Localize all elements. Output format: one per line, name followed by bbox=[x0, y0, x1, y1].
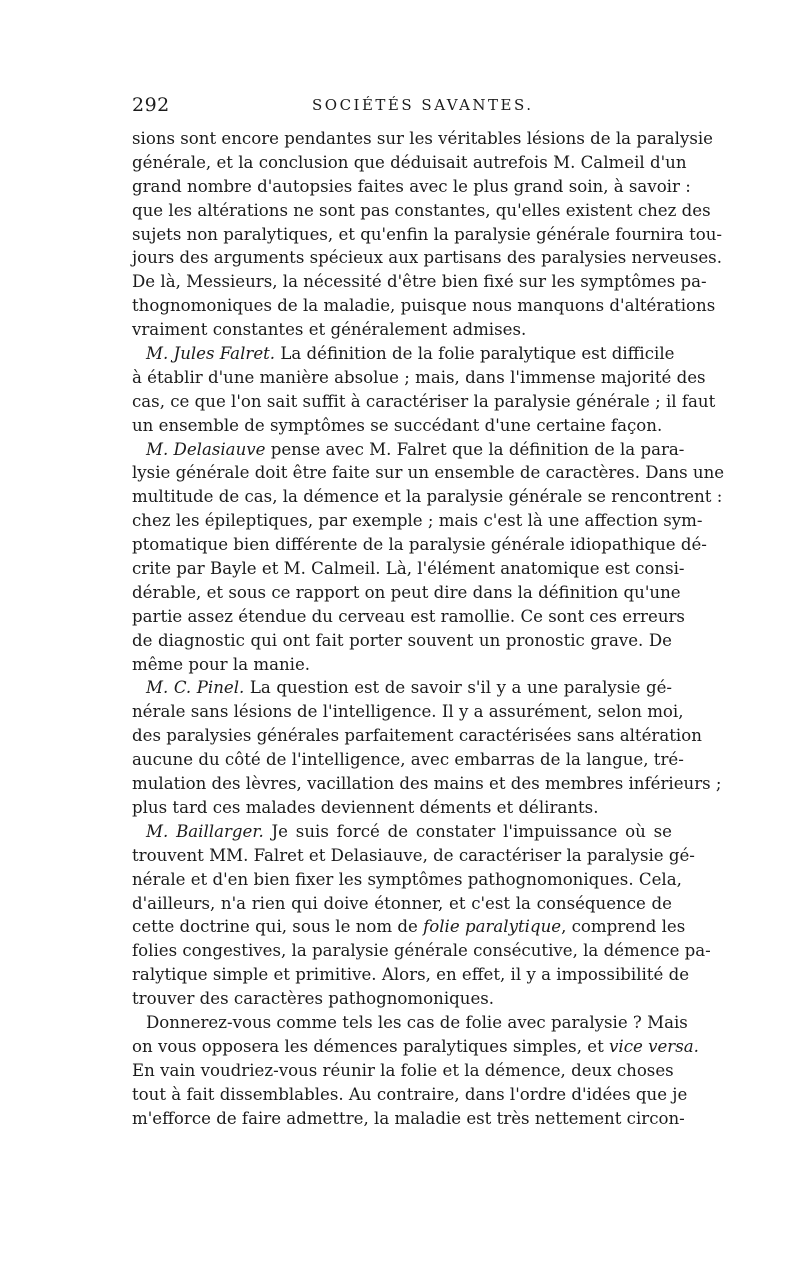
text-line bbox=[132, 342, 675, 366]
text-segment: lysie générale doit être faite sur un ensemble de caractères. Dans une bbox=[132, 463, 725, 483]
text-segment: cas, ce que l'on sait suffit à caractériser la paralysie générale ; il faut bbox=[132, 391, 716, 411]
text-segment: folies congestives, la paralysie générale consécutive, la démence pa- bbox=[132, 941, 711, 961]
text-segment: m'efforce de faire admettre, la maladie est très nettement circon- bbox=[132, 1108, 685, 1128]
text-line bbox=[132, 151, 687, 175]
text-line bbox=[132, 748, 684, 772]
speaker-name: M. Delasiauve bbox=[146, 439, 266, 459]
text-segment: nérale et d'en bien fixer les symptômes pathognomoniques. Cela, bbox=[132, 869, 682, 889]
body-text bbox=[132, 127, 725, 1130]
text-line bbox=[132, 915, 686, 939]
text-segment: grand nombre d'autopsies faites avec le plus grand soin, à savoir : bbox=[132, 176, 691, 196]
text-segment: Je suis forcé de constater l'impuissance où se bbox=[263, 821, 672, 841]
text-segment: générale, et la conclusion que déduisait autrefois M. Calmeil d'un bbox=[132, 152, 687, 172]
text-line bbox=[132, 772, 722, 796]
text-line bbox=[132, 581, 681, 605]
text-line bbox=[132, 223, 723, 247]
text-line bbox=[132, 676, 672, 700]
text-segment: à établir d'une manière absolue ; mais, dans l'immense majorité des bbox=[132, 367, 706, 387]
text-line bbox=[132, 127, 713, 151]
text-segment: sujets non paralytiques, et qu'enfin la paralysie générale fournira tou- bbox=[132, 224, 723, 244]
text-segment: cette doctrine qui, sous le nom de bbox=[132, 917, 424, 937]
text-segment: aucune du côté de l'intelligence, avec embarras de la langue, tré- bbox=[132, 750, 684, 770]
text-segment: pense avec M. Falret que la définition de la para- bbox=[265, 439, 685, 459]
speaker-name: M. Jules Falret. bbox=[146, 344, 276, 364]
running-title: SOCIÉTÉS SAVANTES. bbox=[312, 96, 534, 114]
text-line bbox=[132, 653, 672, 677]
text-line bbox=[132, 366, 706, 390]
italic-phrase: vice versa. bbox=[609, 1036, 699, 1056]
text-line bbox=[132, 987, 672, 1011]
text-segment: En vain voudriez-vous réunir la folie et la démence, deux choses bbox=[132, 1060, 674, 1080]
text-line bbox=[132, 294, 716, 318]
text-segment: ptomatique bien différente de la paralysie générale idiopathique dé- bbox=[132, 535, 707, 555]
text-segment: nérale sans lésions de l'intelligence. Il y a assurément, selon moi, bbox=[132, 702, 684, 722]
text-line bbox=[132, 724, 702, 748]
text-line bbox=[132, 318, 672, 342]
text-segment: un ensemble de symptômes se succédant d'une certaine façon. bbox=[132, 415, 663, 435]
text-segment: , comprend les bbox=[561, 917, 686, 937]
page-header bbox=[132, 94, 672, 122]
text-line bbox=[132, 868, 682, 892]
text-segment: multitude de cas, la démence et la paralysie générale se rencontrent : bbox=[132, 487, 723, 507]
text-segment: des paralysies générales parfaitement caractérisées sans altération bbox=[132, 726, 702, 746]
text-segment: partie assez étendue du cerveau est ramollie. Ce sont ces erreurs bbox=[132, 606, 685, 626]
text-line bbox=[132, 629, 672, 653]
text-line bbox=[132, 892, 672, 916]
text-segment: ralytique simple et primitive. Alors, en effet, il y a impossibilité de bbox=[132, 965, 690, 985]
text-line bbox=[132, 1011, 688, 1035]
text-segment: trouver des caractères pathognomoniques. bbox=[132, 989, 495, 1009]
text-line bbox=[132, 485, 723, 509]
text-line bbox=[132, 939, 711, 963]
text-segment: thognomoniques de la maladie, puisque nous manquons d'altérations bbox=[132, 296, 716, 316]
text-segment: vraiment constantes et généralement admises. bbox=[132, 320, 527, 340]
text-line bbox=[132, 1059, 672, 1083]
text-line bbox=[132, 844, 695, 868]
text-segment: plus tard ces malades deviennent déments et délirants. bbox=[132, 797, 599, 817]
text-line bbox=[132, 199, 711, 223]
speaker-name: M. C. Pinel. bbox=[146, 678, 245, 698]
text-segment: trouvent MM. Falret et Delasiauve, de caractériser la paralysie gé- bbox=[132, 845, 695, 865]
text-line bbox=[132, 796, 672, 820]
text-segment: La question est de savoir s'il y a une paralysie gé- bbox=[244, 678, 672, 698]
text-line bbox=[132, 461, 725, 485]
text-line bbox=[132, 1035, 699, 1059]
text-line bbox=[132, 1083, 688, 1107]
text-line bbox=[132, 270, 707, 294]
text-line bbox=[132, 175, 691, 199]
text-segment: que les altérations ne sont pas constantes, qu'elles existent chez des bbox=[132, 200, 711, 220]
text-segment: jours des arguments spécieux aux partisans des paralysies nerveuses. bbox=[132, 248, 722, 268]
text-line bbox=[132, 390, 716, 414]
text-segment: de diagnostic qui ont fait porter souvent un pronostic grave. De bbox=[132, 630, 672, 650]
text-segment: crite par Bayle et M. Calmeil. Là, l'élément anatomique est consi- bbox=[132, 559, 685, 579]
text-segment: dérable, et sous ce rapport on peut dire dans la définition qu'une bbox=[132, 582, 681, 602]
text-line bbox=[132, 820, 672, 844]
text-segment: tout à fait dissemblables. Au contraire, dans l'ordre d'idées que je bbox=[132, 1084, 688, 1104]
page-number: 292 bbox=[132, 94, 170, 116]
text-segment: La définition de la folie paralytique est difficile bbox=[275, 344, 675, 364]
text-segment: mulation des lèvres, vacillation des mains et des membres inférieurs ; bbox=[132, 774, 722, 794]
text-line bbox=[132, 509, 703, 533]
text-segment: sions sont encore pendantes sur les véritables lésions de la paralysie bbox=[132, 129, 713, 148]
text-line bbox=[132, 533, 707, 557]
text-segment: d'ailleurs, n'a rien qui doive étonner, et c'est la conséquence de bbox=[132, 893, 672, 913]
text-line bbox=[132, 1107, 685, 1131]
italic-phrase: folie paralytique bbox=[423, 917, 562, 937]
text-segment: chez les épileptiques, par exemple ; mais c'est là une affection sym- bbox=[132, 511, 703, 531]
text-line bbox=[132, 557, 685, 581]
text-line bbox=[132, 700, 684, 724]
text-line bbox=[132, 963, 690, 987]
text-segment: Donnerez-vous comme tels les cas de folie avec paralysie ? Mais bbox=[146, 1012, 688, 1032]
text-segment: De là, Messieurs, la nécessité d'être bien fixé sur les symptômes pa- bbox=[132, 272, 707, 292]
text-line bbox=[132, 605, 685, 629]
speaker-name: M. Baillarger. bbox=[146, 821, 264, 841]
text-segment: même pour la manie. bbox=[132, 654, 311, 674]
text-line bbox=[132, 414, 672, 438]
text-line bbox=[132, 246, 722, 270]
text-line bbox=[132, 438, 685, 462]
text-segment: on vous opposera les démences paralytiques simples, et bbox=[132, 1036, 610, 1056]
